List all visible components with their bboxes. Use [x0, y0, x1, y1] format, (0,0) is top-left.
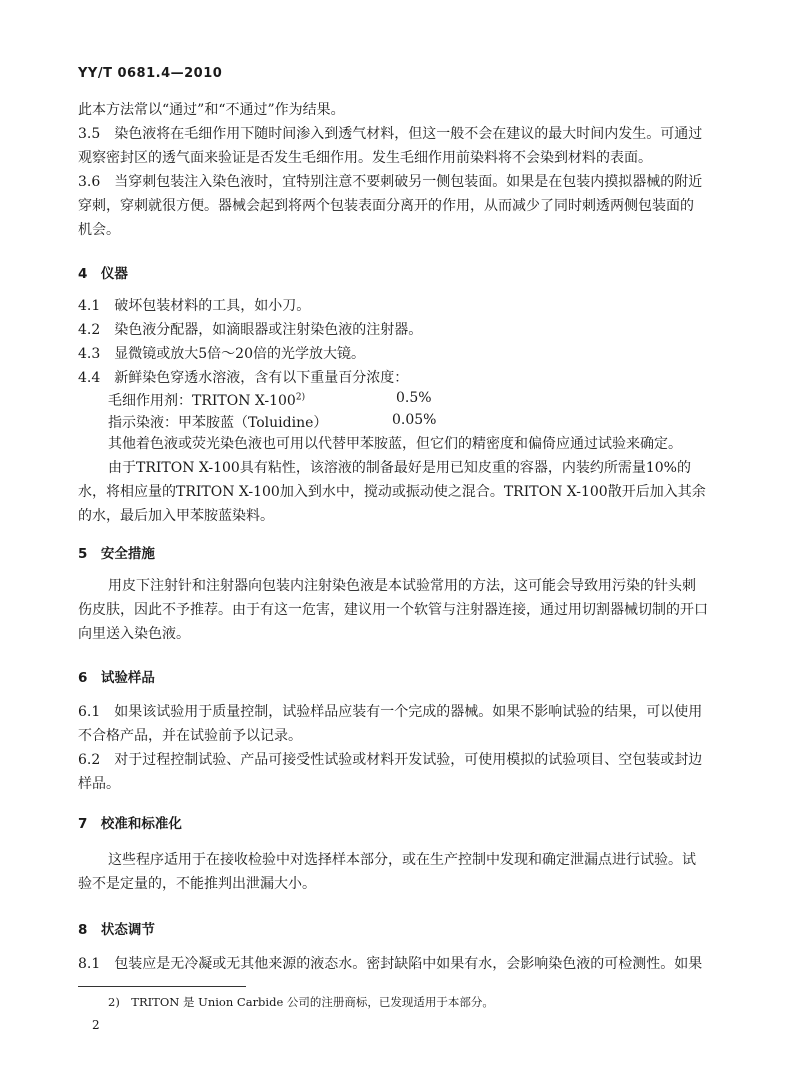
clause-6-2-line: 6.2 对于过程控制试验、产品可接受性试验或材料开发试验，可使用模拟的试验项目、空包装或封边 — [78, 752, 703, 768]
body-line: 水，将相应量的TRITON X-100加入到水中，搅动或振动使之混合。TRITON X-100散开后加入其余 — [78, 484, 706, 500]
body-line: 其他着色液或荧光染色液也可用以代替甲苯胺蓝，但它们的精密度和偏倚应通过试验来确定。 — [108, 436, 682, 452]
clause-8-1-line: 8.1 包装应是无冷凝或无其他来源的液态水。密封缺陷中如果有水，会影响染色液的可检测性。如果 — [78, 956, 703, 972]
formula-value-2: 0.05% — [392, 412, 437, 428]
clause-6-1-line: 6.1 如果该试验用于质量控制，试验样品应装有一个完成的器械。如果不影响试验的结果，可以使用 — [78, 704, 703, 720]
clause-4-2: 4.2 染色液分配器，如滴眼器或注射染色液的注射器。 — [78, 322, 423, 338]
page-number: 2 — [92, 1018, 100, 1032]
body-line: 样品。 — [78, 776, 120, 792]
body-line: 机会。 — [78, 222, 120, 238]
section-heading-8: 8 状态调节 — [78, 922, 155, 938]
body-line: 用皮下注射针和注射器向包装内注射染色液是本试验常用的方法，这可能会导致用污染的针头刺 — [108, 578, 696, 594]
section-heading-6: 6 试验样品 — [78, 670, 155, 686]
clause-4-1: 4.1 破坏包装材料的工具，如小刀。 — [78, 298, 311, 314]
formula-name-2: 指示染液：甲苯胺蓝（Toluidine） — [108, 415, 328, 431]
body-line: 向里送入染色液。 — [78, 626, 190, 642]
body-line: 穿刺，穿刺就很方便。器械会起到将两个包装表面分离开的作用，从而减少了同时刺透两侧包装面的 — [78, 198, 694, 214]
body-line: 由于TRITON X-100具有粘性，该溶液的制备最好是用已知皮重的容器，内装约所需量10%的 — [108, 460, 691, 476]
body-line: 观察密封区的透气面来验证是否发生毛细作用。发生毛细作用前染料将不会染到材料的表面。 — [78, 150, 652, 166]
body-line: 的水，最后加入甲苯胺蓝染料。 — [78, 508, 274, 524]
footnote-divider — [78, 986, 246, 987]
clause-4-3: 4.3 显微镜或放大5倍～20倍的光学放大镜。 — [78, 346, 365, 362]
section-heading-4: 4 仪器 — [78, 266, 128, 282]
body-line: 验不是定量的，不能推判出泄漏大小。 — [78, 876, 316, 892]
clause-3-6-line: 3.6 当穿刺包装注入染色液时，宜特别注意不要刺破另一侧包装面。如果是在包装内摸拟器械的附近 — [78, 174, 703, 190]
body-line: 不合格产品，并在试验前予以记录。 — [78, 728, 302, 744]
section-heading-5: 5 安全措施 — [78, 546, 155, 562]
standard-number-header: YY/T 0681.4—2010 — [78, 66, 223, 81]
footnote: 2) TRITON 是 Union Carbide 公司的注册商标，已发现适用于本部分。 — [108, 995, 494, 1009]
formula-value-1: 0.5% — [396, 390, 432, 406]
formula-name-1: 毛细作用剂：TRITON X-100$^{2)}$ — [108, 392, 306, 409]
section-heading-7: 7 校准和标准化 — [78, 816, 182, 832]
body-line: 伤皮肤，因此不予推荐。由于有这一危害，建议用一个软管与注射器连接，通过用切割器械切制的开口 — [78, 602, 708, 618]
body-line: 这些程序适用于在接收检验中对选择样本部分，或在生产控制中发现和确定泄漏点进行试验。试 — [108, 852, 696, 868]
body-line: 此本方法常以“通过”和“不通过”作为结果。 — [78, 102, 345, 118]
clause-3-5-line: 3.5 染色液将在毛细作用下随时间渗入到透气材料，但这一般不会在建议的最大时间内发生。可通过 — [78, 126, 703, 142]
clause-4-4: 4.4 新鲜染色穿透水溶液，含有以下重量百分浓度： — [78, 370, 409, 386]
